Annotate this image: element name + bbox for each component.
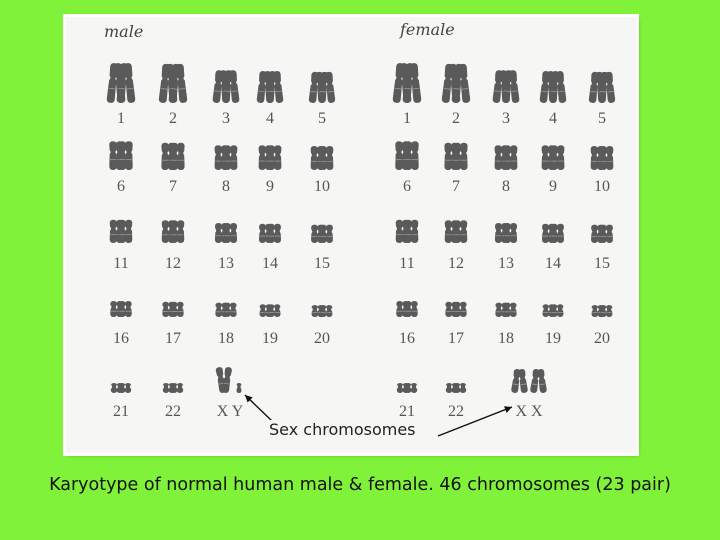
female-chromosome-label: 2	[452, 110, 460, 127]
male-chromosome-pair-5	[309, 71, 336, 103]
male-chromosome-pair-3	[212, 70, 239, 103]
female-chromosome-pair-14	[542, 224, 564, 243]
female-chromosome-label: 17	[448, 330, 464, 347]
female-chromosome-label: 15	[594, 255, 610, 272]
male-chromosome-label: 13	[218, 255, 234, 272]
female-chromosome-pair-4	[539, 71, 566, 104]
caption: Karyotype of normal human male & female. 46 chromosomes (23 pair)	[49, 475, 671, 495]
female-chromosome-label: 1	[403, 110, 411, 127]
male-chromosome-xy	[215, 367, 241, 394]
female-chromosome-pair-12	[445, 220, 468, 243]
female-chromosome-label: 21	[399, 403, 415, 420]
female-chromosome-label: 4	[549, 110, 557, 127]
female-chromosome-xx	[511, 369, 547, 394]
female-chromosome-label: X X	[515, 403, 543, 420]
female-chromosome-pair-6	[395, 141, 418, 170]
female-chromosome-label: 10	[594, 178, 610, 195]
male-chromosome-pair-8	[215, 145, 238, 170]
female-chromosome-label: 7	[452, 178, 460, 195]
female-chromosome-pair-5	[589, 71, 616, 103]
male-chromosome-label: 20	[314, 330, 330, 347]
female-chromosome-label: 5	[598, 110, 606, 127]
female-chromosome-pair-20	[592, 305, 613, 317]
male-chromosome-label: 19	[262, 330, 278, 347]
female-chromosome-pair-15	[591, 225, 613, 243]
arrow-to-male-sex-chromosomes	[245, 395, 272, 421]
male-chromosome-label: 10	[314, 178, 330, 195]
male-chromosome-pair-9	[259, 145, 282, 170]
female-chromosome-pair-19	[542, 304, 563, 317]
male-chromosome-pair-19	[259, 304, 280, 317]
male-chromosome-label: X Y	[216, 403, 244, 420]
female-chromosome-label: 11	[399, 255, 415, 272]
female-title: female	[400, 20, 455, 39]
male-chromosome-pair-1	[106, 63, 135, 104]
female-chromosome-pair-7	[444, 143, 467, 170]
female-chromosome-label: 8	[502, 178, 510, 195]
female-chromosome-label: 22	[448, 403, 464, 420]
male-chromosome-label: 2	[169, 110, 177, 127]
male-chromosome-pair-17	[162, 302, 183, 317]
female-chromosome-pair-17	[445, 302, 466, 317]
male-chromosome-pair-21	[111, 383, 131, 393]
male-chromosome-pair-13	[215, 223, 237, 243]
female-chromosome-pair-3	[492, 70, 519, 103]
female-chromosome-pair-11	[396, 220, 419, 243]
male-chromosome-pair-2	[158, 63, 187, 103]
female-chromosome-pair-13	[495, 223, 517, 243]
male-chromosome-pair-15	[311, 225, 333, 243]
male-chromosome-pair-14	[259, 224, 281, 243]
female-chromosome-label: 9	[549, 178, 557, 195]
female-chromosome-label: 14	[545, 255, 561, 272]
female-chromosome-label: 3	[502, 110, 510, 127]
male-chromosome-label: 3	[222, 110, 230, 127]
male-chromosome-label: 5	[318, 110, 326, 127]
female-chromosome-label: 20	[594, 330, 610, 347]
male-chromosome-pair-16	[110, 301, 132, 317]
female-chromosome-label: 18	[498, 330, 514, 347]
male-title: male	[104, 22, 144, 41]
male-chromosome-label: 4	[266, 110, 274, 127]
male-chromosome-pair-6	[109, 141, 132, 170]
male-chromosome-pair-20	[312, 305, 333, 317]
male-chromosome-label: 9	[266, 178, 274, 195]
male-chromosome-label: 14	[262, 255, 278, 272]
male-chromosome-pair-4	[256, 71, 283, 104]
male-chromosome-pair-18	[215, 303, 236, 317]
female-chromosome-pair-8	[495, 145, 518, 170]
male-chromosome-label: 17	[165, 330, 181, 347]
female-chromosome-pair-2	[441, 63, 470, 103]
female-chromosome-label: 19	[545, 330, 561, 347]
male-chromosome-pair-12	[162, 220, 185, 243]
female-chromosome-pair-21	[397, 383, 417, 393]
male-chromosome-label: 7	[169, 178, 177, 195]
female-chromosome-pair-16	[396, 301, 418, 317]
female-chromosome-label: 16	[399, 330, 415, 347]
male-chromosome-pair-7	[161, 143, 184, 170]
female-chromosome-pair-10	[591, 146, 614, 170]
female-chromosome-pair-18	[495, 303, 516, 317]
male-chromosome-label: 16	[113, 330, 129, 347]
male-chromosome-label: 11	[113, 255, 129, 272]
male-chromosome-pair-11	[110, 220, 133, 243]
male-chromosome-label: 6	[117, 178, 125, 195]
male-chromosome-label: 15	[314, 255, 330, 272]
male-chromosome-pair-22	[163, 383, 183, 393]
female-chromosome-pair-9	[542, 145, 565, 170]
sex-chromosomes-label: Sex chromosomes	[269, 420, 416, 439]
female-chromosome-label: 12	[448, 255, 464, 272]
male-chromosome-label: 12	[165, 255, 181, 272]
female-chromosome-label: 6	[403, 178, 411, 195]
male-chromosome-pair-10	[311, 146, 334, 170]
male-chromosome-label: 1	[117, 110, 125, 127]
male-chromosome-label: 21	[113, 403, 129, 420]
male-chromosome-label: 22	[165, 403, 181, 420]
female-chromosome-label: 13	[498, 255, 514, 272]
female-chromosome-pair-22	[446, 383, 466, 393]
male-chromosome-label: 8	[222, 178, 230, 195]
female-chromosome-pair-1	[392, 63, 421, 104]
male-chromosome-label: 18	[218, 330, 234, 347]
